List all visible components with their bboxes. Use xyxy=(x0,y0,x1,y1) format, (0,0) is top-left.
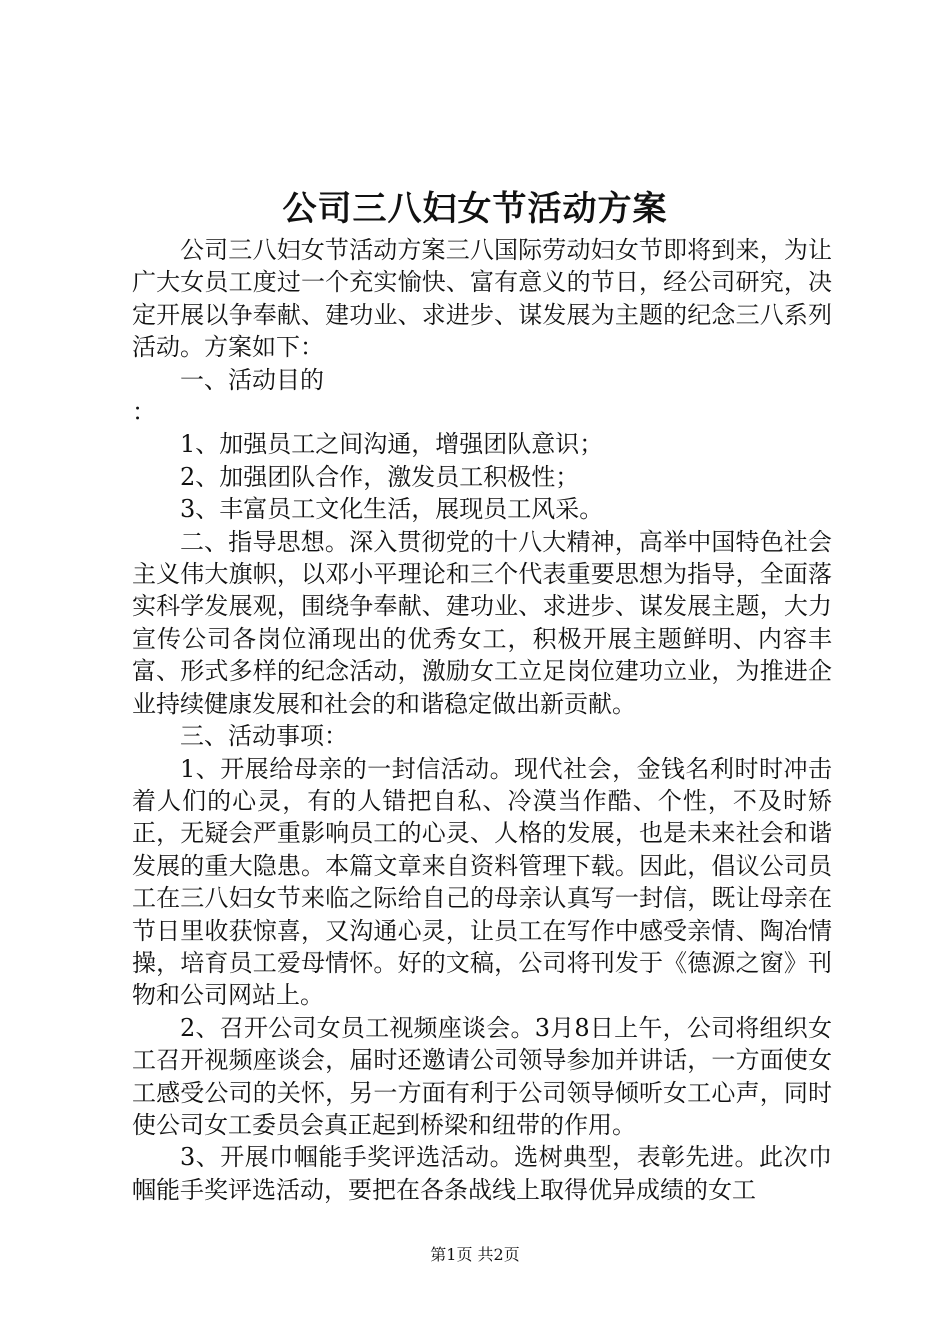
document-title: 公司三八妇女节活动方案 xyxy=(282,189,668,229)
guiding-thought-paragraph: 二、指导思想。深入贯彻党的十八大精神，高举中国特色社会主义伟大旗帜，以邓小平理论和三个代表重要思想为指导，全面落实科学发展观，围绕争奉献、建功业、求进步、谋发展主题，大力宣传公司各岗位涌现出的优秀女工，积极开展主题鲜明、内容丰富、形式多样的纪念活动，激励女工立足岗位建功立业，为推进企业持续健康发展和社会的和谐稳定做出新贡献。 xyxy=(132,527,832,718)
section-heading-purpose: 一、活动目的 xyxy=(180,365,324,394)
intro-paragraph: 公司三八妇女节活动方案三八国际劳动妇女节即将到来，为让广大女员工度过一个充实愉快、富有意义的节日，经公司研究，决定开展以争奉献、建功业、求进步、谋发展为主题的纪念三八系列活动。方案如下： xyxy=(132,236,832,362)
colon-line: ： xyxy=(132,398,156,427)
section-heading-activities: 三、活动事项： xyxy=(180,722,348,751)
page-footer: 第1页 共2页 xyxy=(430,1245,520,1264)
activity-item-3: 3、开展巾帼能手奖评选活动。选树典型，表彰先进。此次巾帼能手奖评选活动，要把在各条战线上取得优异成绩的女工 xyxy=(132,1143,832,1204)
document-body xyxy=(132,234,832,1206)
purpose-item-3: 3、丰富员工文化生活，展现员工风采。 xyxy=(180,495,604,524)
purpose-item-2: 2、加强团队合作，激发员工积极性； xyxy=(180,462,580,491)
activity-item-2: 2、召开公司女员工视频座谈会。3月8日上午，公司将组织女工召开视频座谈会，届时还邀请公司领导参加并讲话，一方面使女工感受公司的关怀，另一方面有利于公司领导倾听女工心声，同时使公司女工委员会真正起到桥梁和纽带的作用。 xyxy=(132,1013,832,1139)
purpose-item-1: 1、加强员工之间沟通，增强团队意识； xyxy=(180,430,604,459)
activity-item-1: 1、开展给母亲的一封信活动。现代社会，金钱名利时时冲击着人们的心灵，有的人错把自私、冷漠当作酷、个性，不及时矫正，无疑会严重影响员工的心灵、人格的发展，也是未来社会和谐发展的重大隐患。本篇文章来自资料管理下载。因此，倡议公司员工在三八妇女节来临之际给自己的母亲认真写一封信，既让母亲在节日里收获惊喜，又沟通心灵，让员工在写作中感受亲情、陶冶情操，培育员工爱母情怀。好的文稿，公司将刊发于《德源之窗》刊物和公司网站上。 xyxy=(132,754,832,1010)
